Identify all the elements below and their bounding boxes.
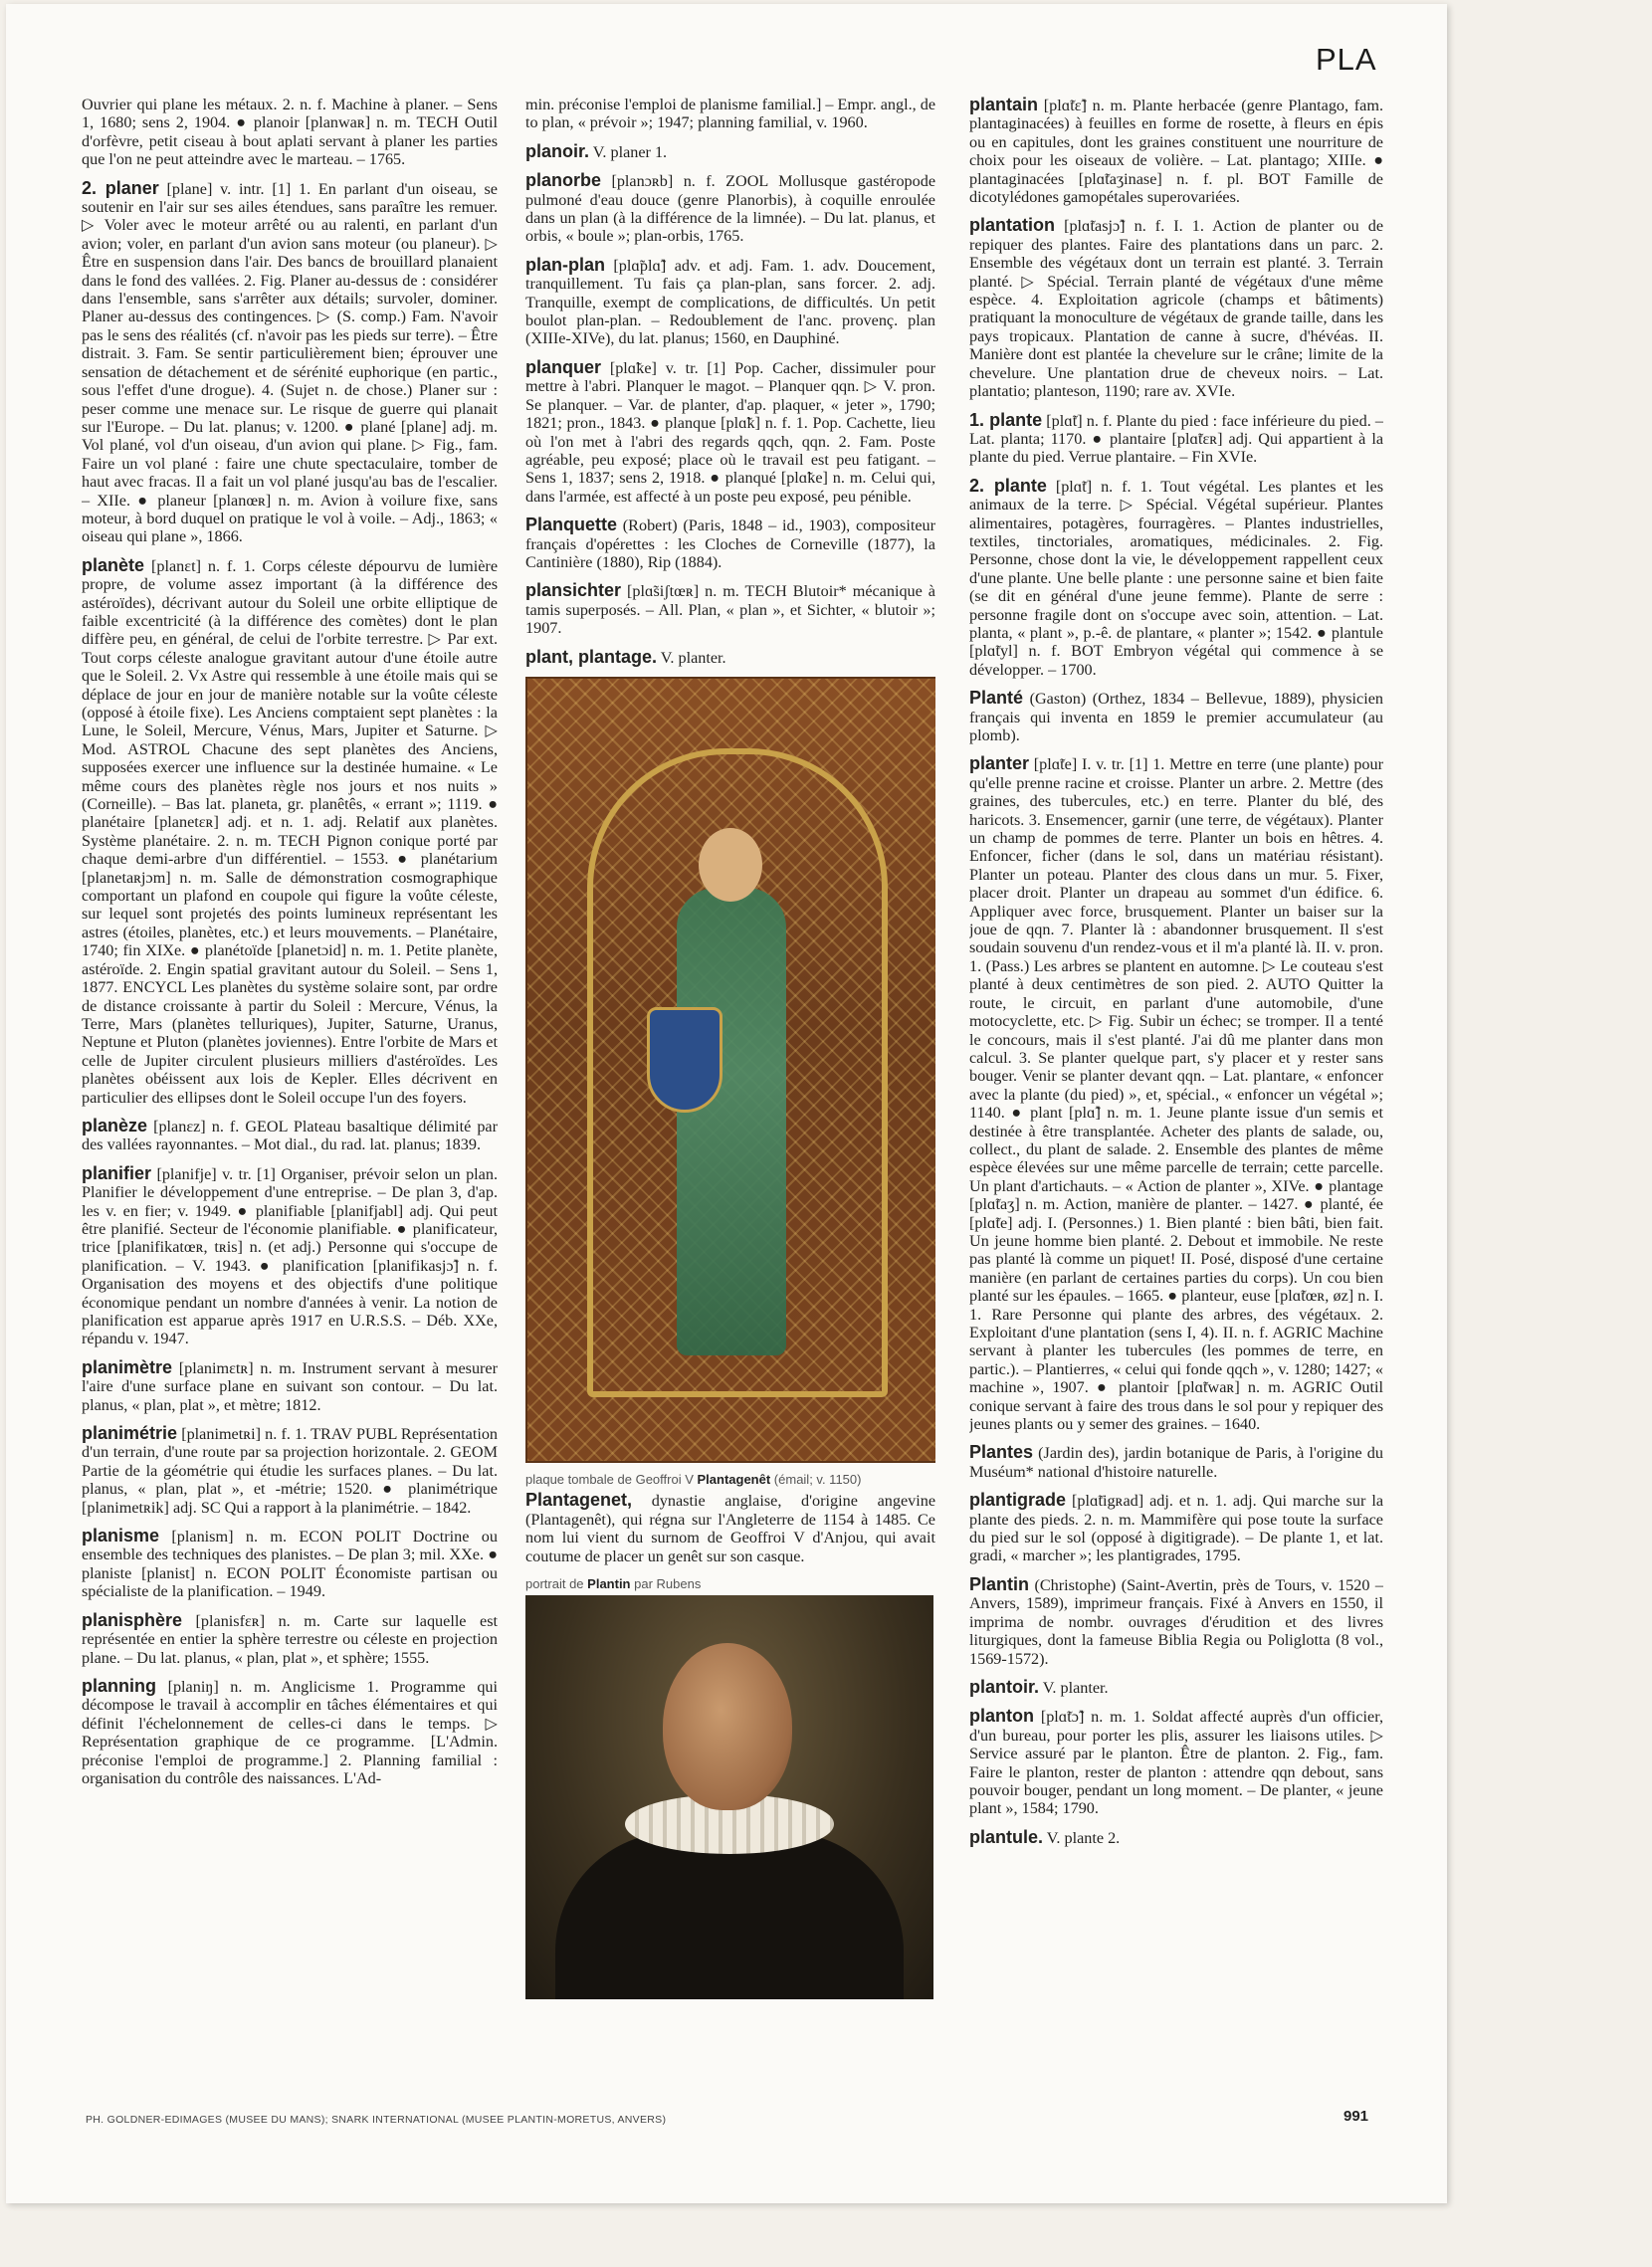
entry-definition: min. préconise l'emploi de planisme familial.] – Empr. angl., de to plan, « prévoir »; 1947; planning familial, v. 1960. (525, 96, 935, 132)
dictionary-entry (525, 142, 935, 161)
dictionary-entry (969, 411, 1383, 467)
entry-headword: Plantin (969, 1573, 1030, 1594)
entry-definition: [planimɛtʀ] n. m. Instrument servant à mesurer l'aire d'une surface plane en suivant son contour. – Du lat. planus, « plan, plat », et mètre; 1812. (82, 1358, 498, 1414)
dictionary-entry (525, 648, 935, 667)
dictionary-entry (969, 1828, 1383, 1847)
entry-definition: V. plante 2. (1046, 1828, 1121, 1847)
dictionary-entry (969, 1443, 1383, 1481)
entry-headword: planisme (82, 1526, 160, 1546)
entry-definition: [plɑ̃tasjɔ̃] n. f. I. 1. Action de planter ou de repiquer des plantes. Faire des plantations dans un parc. 2. Ensemble des végétaux dont un terrain est planté. 3. Terrain planté. ▷ Spécial. Terrain planté de végétaux d'une même espèce. 4. Exploitation agricole (champs et bâtiments) pratiquant la monoculture de végétaux de grande taille, dans les pays tropicaux. Plantation de canne à sucre, d'hévéas. II. Manière dont est plantée la chevelure sur le crâne; limite de la chevelure. Une plantation drue de cheveux noirs. – Lat. plantatio; planteson, 1190; rare av. XVIe. (969, 217, 1383, 401)
entry-headword: 1. plante (969, 409, 1043, 430)
entry-headword: plantation (969, 215, 1055, 236)
entry-headword: Plantagenet, (525, 1490, 633, 1511)
entry-headword: 2. plante (969, 475, 1047, 496)
entry-definition: [plɑ̃plɑ̃] adv. et adj. Fam. 1. adv. Doucement, tranquillement. Tu fais ça plan-plan, sans forcer. 2. adj. Tranquille, exempt de complications, de difficultés. Un petit boulot plan-plan. – Redoublement de l'anc. provenç. plan (XIIIe-XIVe), du lat. planus; 1560, en Dauphiné. (525, 256, 935, 348)
dictionary-entry (969, 754, 1383, 1433)
figure-caption: portrait de Plantin par Rubens (525, 1576, 702, 1591)
dictionary-entry (82, 556, 498, 1107)
entry-definition: [planɛt] n. f. 1. Corps céleste dépourvu de lumière propre, de volume assez important (à la différence des astéroïdes), décrivant autour du Soleil une orbite elliptique de faible excentricité (à la différence des comètes) dont le plan diffère peu, en général, de celui de l'orbite terrestre. ▷ Par ext. Tout corps céleste analogue gravitant autour d'une étoile autre que le Soleil. 2. Vx Astre qui ressemble à une étoile mais qui se déplace de jour en jour de manière notable sur la voûte céleste (opposé à étoile fixe). Les Anciens comptaient sept planètes : la Lune, le Soleil, Mercure, Vénus, Mars, Jupiter et Saturne. ▷ Mod. ASTROL Chacune des sept planètes des Anciens, supposées exercer une influence sur la destinée humaine. « Le même cours des planètes règle nos jours et nos nuits » (Corneille). – Bas lat. planeta, gr. planêtês, « errant »; 1119. ● planétaire [planetɛʀ] adj. et n. 1. adj. Relatif aux planètes. Système planétaire. 2. n. m. TECH Pignon conique porté par chaque demi-arbre d'un différentiel. – 1553. ● planétarium [planetaʀjɔm] n. m. Salle de démonstration cosmographique comportant un plafond en coupole qui figure la voûte céleste, sur lequel sont projetés des points lumineux représentant les astres (étoiles, planètes, etc.) et leurs mouvements. – Planétaire, 1740; fin XIXe. ● planétoïde [planetɔid] n. m. 1. Petite planète, astéroïde. 2. Engin spatial gravitant autour du Soleil. – Sens 1, 1877. ENCYCL Les planètes du système solaire sont, par ordre de distance croissante à partir du Soleil : Mercure, Vénus, la Terre, Mars (planètes telluriques), Jupiter, Saturne, Uranus, Neptune et Pluton (planètes joviennes). Entre l'orbite de Mars et celle de Jupiter circulent plusieurs milliers d'astéroïdes. Les planètes obéissent aux lois de Kepler. Elles décrivent en particulier des ellipses dont le Soleil occupe l'un des foyers. (82, 556, 498, 1107)
column-3 (969, 96, 1383, 2106)
column-1 (82, 96, 498, 2106)
dictionary-entry (82, 1424, 498, 1517)
entry-definition: V. planer 1. (592, 142, 668, 161)
dictionary-entry (525, 358, 935, 506)
entry-headword: plantoir. (969, 1676, 1040, 1697)
dictionary-entry (82, 1527, 498, 1601)
dictionary-entry (525, 256, 935, 348)
photo-credit: PH. GOLDNER-EDIMAGES (MUSEE DU MANS); SNARK INTERNATIONAL (MUSEE PLANTIN-MORETUS, ANVERS) (86, 2114, 667, 2126)
entry-headword: Plantes (969, 1442, 1034, 1463)
entry-definition: dynastie anglaise, d'origine angevine (Plantagenêt), qui régna sur l'Angleterre de 1154 à 1485. Ce nom lui vient du surnom de Geoffroi V d'Anjou, qui avait coutume de placer un genêt sur son casque. (525, 1492, 935, 1565)
entry-definition: (Robert) (Paris, 1848 – id., 1903), compositeur français d'opérettes : les Cloches de Corneville (1877), la Cantinière (1880), Rip (1884). (525, 516, 935, 571)
dictionary-entry (82, 1117, 498, 1154)
dictionary-entry (82, 1611, 498, 1667)
entry-headword: planimétrie (82, 1423, 178, 1444)
dictionary-entry (82, 1677, 498, 1787)
entry-definition: (Christophe) (Saint-Avertin, près de Tours, v. 1520 – Anvers, 1589), imprimeur français. Fixé à Anvers en 1550, il imprima de nombr. ouvrages d'érudition et des livres liturgiques, dont la fameuse Biblia Regia ou Poliglotta (8 vol., 1569-1572). (969, 1575, 1383, 1668)
dictionary-entry (82, 1358, 498, 1414)
entry-definition: V. planter. (1042, 1678, 1109, 1697)
dictionary-entry (525, 515, 935, 571)
dictionary-entry (525, 1491, 935, 1565)
entry-headword: planorbe (525, 170, 602, 191)
entry-definition: (Gaston) (Orthez, 1834 – Bellevue, 1889), physicien français qui inventa en 1859 le premier accumulateur (au plomb). (969, 690, 1383, 744)
entry-definition: [plɑ̃t] n. f. Plante du pied : face inférieure du pied. – Lat. planta; 1170. ● plantaire [plɑ̃tɛʀ] adj. Qui appartient à la plante du pied. Verrue plantaire. – Fin XVIe. (969, 411, 1383, 467)
page-number: 991 (1343, 2108, 1369, 2125)
entry-definition: [planɔʀb] n. f. ZOOL Mollusque gastéropode pulmoné d'eau douce (genre Planorbis), à coquille enroulée dans un plan (à la différence de la limnée). – Du lat. planus, et orbis, « boule »; plan-orbis, 1765. (525, 172, 935, 246)
dictionary-entry (525, 171, 935, 246)
entry-definition: V. planter. (660, 648, 726, 667)
entry-headword: plantigrade (969, 1490, 1067, 1511)
entry-definition: [planism] n. m. ECON POLIT Doctrine ou ensemble des techniques des planistes. – De plan 3; mil. XXe. ● planiste [planist] n. ECON POLIT Économiste partisan ou spécialiste de la planification. – 1949. (82, 1528, 498, 1601)
entry-headword: planton (969, 1706, 1034, 1727)
entry-headword: plansichter (525, 580, 622, 601)
entry-definition: [plɑ̃siʃtœʀ] n. m. TECH Blutoir* mécanique à tamis superposés. – All. Plan, « plan », et Sichter, « blutoir »; 1907. (525, 582, 935, 638)
entry-headword: Planquette (525, 515, 618, 535)
dictionary-entry (82, 179, 498, 546)
entry-headword: plan-plan (525, 254, 605, 275)
dictionary-entry (969, 1707, 1383, 1817)
entry-headword: plant, plantage. (525, 646, 658, 667)
column-2 (525, 96, 935, 2106)
dictionary-entry (525, 96, 935, 132)
entry-definition: [plɑ̃tɛ̃] n. m. Plante herbacée (genre Plantago, fam. plantaginacées) à feuilles en forme de rosette, à fleurs en épis ou en capitules, dont les graines constituent une nourriture de choix pour les oiseaux de volière. – Lat. plantago; XIIIe. ● plantaginacées [plɑ̃taʒinase] n. f. pl. BOT Famille de dicotylédones gamopétales superovariées. (969, 97, 1383, 207)
entry-definition: [plɑ̃tigʀad] adj. et n. 1. adj. Qui marche sur la plante des pieds. 2. n. m. Mammifère qui pose toute la surface du pied sur le sol (opposé à digitigrade). – De plante 1, et lat. gradi, « marcher »; les plantigrades, 1795. (969, 1492, 1383, 1565)
entry-headword: planèze (82, 1115, 148, 1135)
entry-definition: [plɑ̃ke] v. tr. [1] Pop. Cacher, dissimuler pour mettre à l'abri. Planquer le magot. – Planquer qqn. ▷ V. pron. Se planquer. – Var. de planter, d'ap. plaquer, « jeter », 1790; 1821; pron., 1843. ● planque [plɑ̃k] n. f. 1. Pop. Cachette, lieu où l'on met à l'abri des regards qqch, qqn. 2. Fam. Poste agréable, peu exposé; place où le travail est peu fatigant. – Sens 1, 1837; sens 2, 1918. ● planqué [plɑ̃ke] n. m. Celui qui, dans l'armée, est affecté à un poste peu exposé, peu pénible. (525, 358, 935, 506)
dictionary-entry (969, 1491, 1383, 1565)
plantin-portrait-image (525, 1595, 933, 1999)
entry-definition: Ouvrier qui plane les métaux. 2. n. f. Machine à planer. – Sens 1, 1680; sens 2, 1904. ● planoir [planwaʀ] n. m. TECH Outil d'orfèvre, petit ciseau à bout aplati servant à planer les parties que l'on ne peut atteindre avec le marteau. – 1765. (82, 96, 498, 169)
dictionary-entry (969, 216, 1383, 400)
entry-headword: plantain (969, 96, 1039, 114)
entry-headword: planning (82, 1675, 156, 1696)
dictionary-entry (969, 1575, 1383, 1668)
dictionary-entry (969, 1678, 1383, 1697)
entry-definition: [planiŋ] n. m. Anglicisme 1. Programme qui décompose le travail à accomplir en tâches élémentaires et qui définit l'échelonnement de celles-ci dans le temps. ▷ Représentation graphique de ce programme. [L'Admin. préconise l'emploi de programme.] 2. Planning familial : organisation du contrôle des naissances. L'Ad- (82, 1677, 498, 1787)
entry-headword: planifier (82, 1162, 152, 1183)
entry-headword: plantule. (969, 1826, 1044, 1847)
entry-definition: [planimetʀi] n. f. 1. TRAV PUBL Représentation d'un terrain, d'une route par sa projection horizontale. 2. GEOM Partie de la géométrie qui étudie les surfaces planes. – Du lat. planus, « plan, plat », et -métrie; 1520. ● planimétrique [planimetʀik] adj. SC Qui a rapport à la planimétrie. – 1842. (82, 1425, 498, 1517)
figure-caption: plaque tombale de Geoffroi V Plantagenêt (émail; v. 1150) (525, 1471, 862, 1487)
entry-definition: [planɛz] n. f. GEOL Plateau basaltique délimité par des vallées rayonnantes. – Mot dial., du rad. lat. planus; 1839. (82, 1117, 498, 1154)
guide-word: PLA (1316, 42, 1377, 77)
entry-headword: planoir. (525, 140, 590, 161)
entry-definition: [plɑ̃t] n. f. 1. Tout végétal. Les plantes et les animaux de la terre. ▷ Spécial. Végétal supérieur. Plantes alimentaires, potagères, fourragères. – Plantes industrielles, textiles, tinctoriales, aromatiques, médicinales. 2. Fig. Personne, chose dont la vie, le développement rappellent ceux d'une plante. Une belle plante : une personne saine et bien faite (se dit en général d'une jeune femme). Plante de serre : personne fragile dont on s'occupe avec soin, attention. – Lat. planta, « plant », p.-ê. de plantare, « planter »; 1542. ● plantule [plɑ̃tyl] n. f. BOT Embryon végétal qui commence à se développer. – 1700. (969, 477, 1383, 679)
entry-headword: 2. planer (82, 177, 159, 198)
plantagenet-tomb-plaque-image (525, 677, 935, 1463)
entry-definition: [plane] v. intr. [1] 1. En parlant d'un oiseau, se soutenir en l'air sur ses ailes étendues, sans paraître les remuer. ▷ Voler avec le moteur arrêté ou au ralenti, en parlant d'un avion; voler, en parlant d'un avion sans moteur (ou planeur). ▷ Être en suspension dans l'air. Des bancs de brouillard planaient dans le fond des vallées. 2. Fig. Planer au-dessus de : considérer dans l'ensemble, sans s'arrêter aux détails; survoler, dominer. Planer au-dessus des contingences. ▷ (S. comp.) Fam. N'avoir pas le sens des réalités (cf. n'avoir pas les pieds sur terre). – Être distrait. 3. Fam. Se sentir particulièrement bien; éprouver une sensation de détachement et de sérénité euphorique (en partic., sous l'effet d'une drogue). 4. (Sujet n. de chose.) Planer sur : peser comme une menace sur. Le risque de guerre qui planait sur l'Europe. – Du lat. planus; v. 1200. ● plané [plane] adj. m. Vol plané, vol d'un oiseau, d'un avion qui plane. ▷ Fig., fam. Faire un vol plané : faire une chute spectaculaire, tomber de haut avec fracas. Il a fait un vol plané jusqu'au bas de l'escalier. – XIIe. ● planeur [planœʀ] n. m. Avion à voilure fixe, sans moteur, à bord duquel on pratique le vol à voile. – Adj., 1863; « oiseau qui plane », 1866. (82, 179, 498, 546)
entry-headword: planter (969, 753, 1030, 774)
entry-headword: planète (82, 554, 145, 575)
entry-headword: planisphère (82, 1609, 183, 1630)
entry-definition: [planifje] v. tr. [1] Organiser, prévoir selon un plan. Planifier le développement d'une entreprise. – De plan 3, d'ap. les v. en fier; v. 1949. ● planifiable [planifjabl] adj. Qui peut être planifié. Secteur de l'économie planifiable. ● planificateur, trice [planifikatœʀ, tʀis] n. (et adj.) Personne qui s'occupe de planification. – V. 1943. ● planification [planifikasjɔ̃] n. f. Organisation des moyens et des objectifs d'une politique économique pendant un nombre d'années à venir. La notion de planification est apparue après 1917 en U.R.S.S. – Déb. XXe, répandu v. 1947. (82, 1164, 498, 1348)
dictionary-entry (82, 1164, 498, 1348)
entry-headword: planimètre (82, 1356, 173, 1377)
entry-definition: [plɑ̃te] I. v. tr. [1] 1. Mettre en terre (une plante) pour qu'elle prenne racine et croisse. Planter un arbre. 2. Mettre (des graines, des tubercules, etc.) en terre. Planter du blé, des haricots. 3. Ensemencer, garnir (une terre, de végétaux). Planter un champ de pommes de terre. Planter un bois en hêtres. 4. Enfoncer, ficher (dans le sol, dans un matériau résistant). Planter un poteau. Planter des clous dans un mur. 5. Fixer, placer droit. Planter un drapeau au sommet d'un édifice. 6. Appliquer avec force, brusquement. Planter un baiser sur la joue de qqn. 7. Planter là : abandonner brusquement. Il s'est soudain souvenu d'un rendez-vous et il m'a planté là. II. v. pron. 1. (Pass.) Les arbres se plantent en automne. ▷ Le couteau s'est planté à deux centimètres de son pied. 2. AUTO Quitter la route, le circuit, en parlant d'une automobile, d'une motocyclette, etc. ▷ Fig. Subir un échec; se tromper. Il a tenté le concours, mais il s'est planté. J'ai dû me planter dans mon calcul. 3. Se planter quelque part, s'y placer et y rester sans bouger. Venir se planter devant qqn. – Lat. plantare, « enfoncer avec la plante (du pied) », et, spécial., « enfoncer un végétal »; 1140. ● plant [plɑ̃] n. m. 1. Jeune plante issue d'un semis et destinée à être transplantée. Acheter des plants de salade, ou, collect., du plant de salade. 2. Ensemble des plantes de même espèce élevées sur une même parcelle de terrain; cette parcelle. Un plant d'artichauts. – « Action de planter », XIVe. ● plantage [plɑ̃taʒ] n. m. Action, manière de planter. – 1427. ● planté, ée [plɑ̃te] adj. I. (Personnes.) 1. Bien planté : bien bâti, bien fait. Un jeune homme bien planté. 2. Debout et immobile. Ne reste pas planté là comme un piquet! II. Posé, disposé d'une certaine manière (en parlant de certaines parties du corps). Un cou bien planté sur les épaules. – 1665. ● planteur, euse [plɑ̃tœʀ, øz] n. I. 1. Rare Personne qui plante des arbres, des végétaux. 2. Exploitant d'une plantation (sens I, 4). II. n. f. AGRIC Machine servant à planter les tubercules (les pommes de terre, en partic.). – Plantierres, « celui qui fonde qqch », v. 1280; 1427; « machine », 1907. ● plantoir [plɑ̃twaʀ] n. m. AGRIC Outil conique servant à faire des trous dans le sol pour y repiquer des jeunes plants ou y semer des graines. – 1640. (969, 755, 1383, 1434)
entry-headword: planquer (525, 356, 602, 377)
dictionary-entry (969, 477, 1383, 679)
dictionary-entry (82, 96, 498, 169)
dictionary-entry (969, 96, 1383, 206)
entry-definition: [plɑ̃tɔ̃] n. m. 1. Soldat affecté auprès d'un officier, d'un bureau, pour porter les plis, assurer les liaisons utiles. ▷ Service assuré par le planton. Être de planton. 2. Fig., fam. Faire le planton, rester de planton : attendre qqn debout, sans pouvoir bouger, pendant un long moment. – De planter, « jeune plant », 1584; 1790. (969, 1708, 1383, 1818)
dictionary-entry (969, 689, 1383, 744)
dictionary-entry (525, 581, 935, 637)
entry-definition: [planisfɛʀ] n. m. Carte sur laquelle est représentée en entier la sphère terrestre ou céleste en projection plane. – Du lat. planus, « plan, plat », et sphère; 1555. (82, 1611, 498, 1667)
entry-headword: Planté (969, 688, 1024, 709)
entry-definition: (Jardin des), jardin botanique de Paris, à l'origine du Muséum* national d'histoire naturelle. (969, 1444, 1383, 1481)
